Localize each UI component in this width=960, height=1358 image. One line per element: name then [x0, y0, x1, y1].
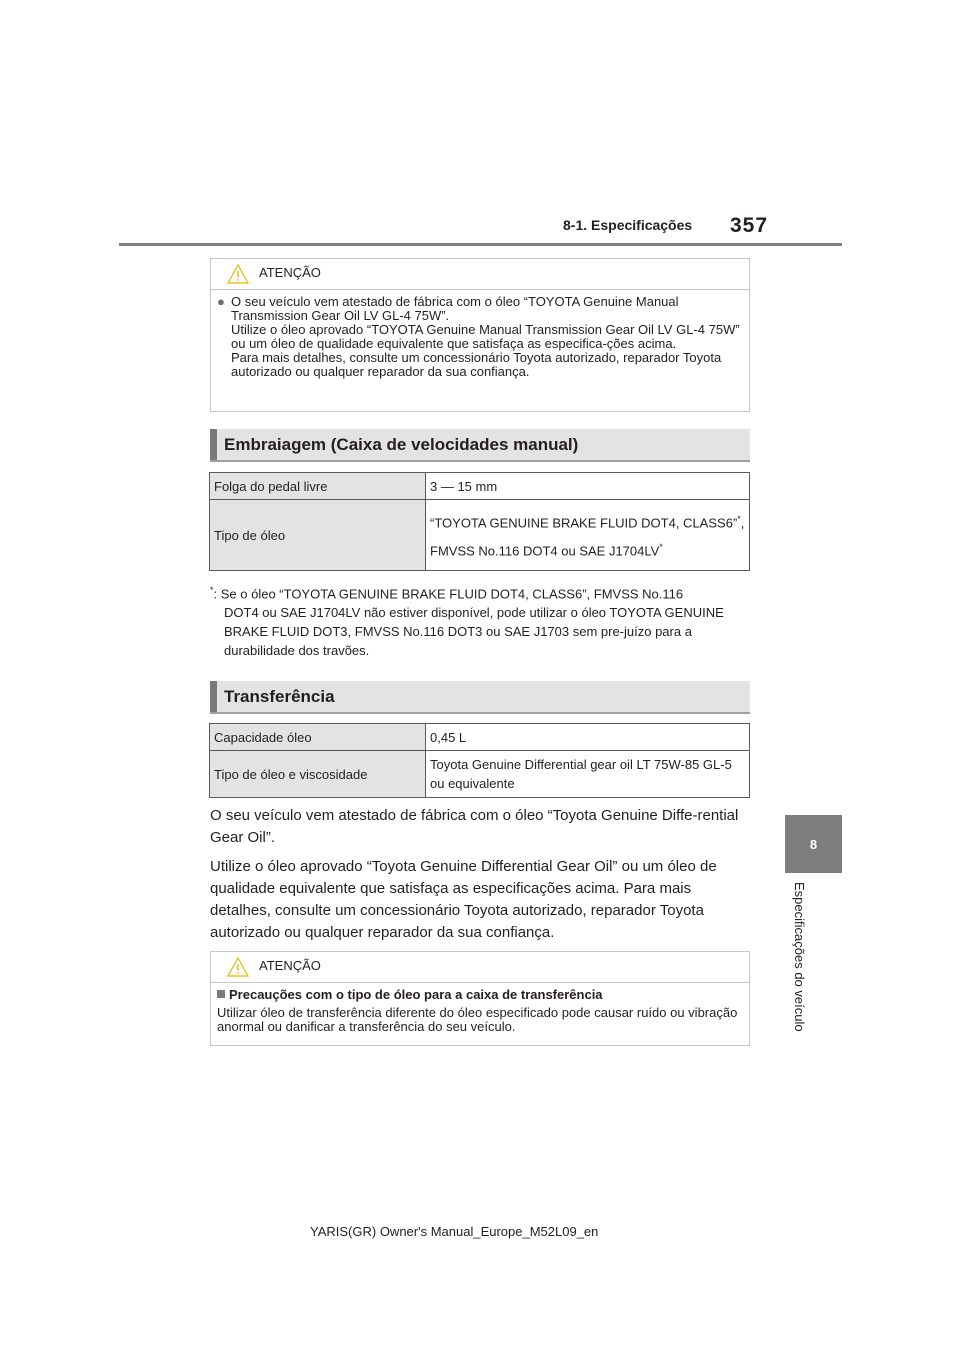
- caution-body: [211, 290, 749, 387]
- footnote-mark: *: [210, 585, 214, 595]
- footnote-ref: *: [737, 513, 741, 524]
- chapter-tab[interactable]: [785, 815, 842, 873]
- caution-header: [211, 952, 749, 983]
- oil-type-part-b: , FMVSS No.116 DOT4 ou SAE J1704LV: [430, 515, 745, 559]
- table-key: Tipo de óleo: [210, 500, 426, 571]
- table-value: 0,45 L: [426, 724, 750, 751]
- chapter-title: Especificações do veículo: [792, 882, 807, 1032]
- section-heading-clutch: [210, 429, 750, 462]
- caution-box-transfer: [210, 951, 750, 1046]
- caution-text: Utilizar óleo de transferência diferente do óleo especificado pode causar ruído ou vibração anormal ou danificar a transferência do seu veículo.: [217, 1005, 738, 1034]
- table-value: [426, 500, 750, 571]
- paragraph: Utilize o óleo aprovado “Toyota Genuine Differential Gear Oil” ou um óleo de qualidade equivalente que satisfaça as especificações acima. Para mais detalhes, consulte um concessionário Toyota autorizado, reparador Toyota autorizado ou qualquer reparador da sua confiança.: [210, 858, 717, 941]
- transfer-spec-table: [209, 723, 750, 798]
- caution-title: ATENÇÃO: [259, 265, 321, 280]
- table-value: 3 — 15 mm: [426, 473, 750, 500]
- header-divider: [119, 243, 842, 246]
- table-row: [210, 751, 750, 798]
- caution-text-3: Para mais detalhes, consulte um concessionário Toyota autorizado, reparador Toyota autorizado ou qualquer reparador da sua confiança.: [231, 350, 722, 379]
- caution-title: ATENÇÃO: [259, 958, 321, 973]
- table-row: [210, 724, 750, 751]
- warning-triangle-icon: [227, 957, 249, 977]
- bullet-icon: ●: [217, 294, 225, 309]
- section-heading-bar: [210, 429, 217, 460]
- section-label: 8-1. Especificações: [563, 217, 693, 233]
- page-number: 357: [730, 214, 769, 237]
- footer-text: YARIS(GR) Owner's Manual_Europe_M52L09_en: [310, 1224, 599, 1239]
- square-bullet-icon: [217, 990, 225, 998]
- caution-text-1: O seu veículo vem atestado de fábrica com o óleo “TOYOTA Genuine Manual Transmission Gear Oil LV GL-4 75W”.: [231, 294, 679, 323]
- table-key: Folga do pedal livre: [210, 473, 426, 500]
- warning-triangle-icon: [227, 264, 249, 284]
- footnote-ref: *: [659, 542, 663, 552]
- section-heading-text: Embraiagem (Caixa de velocidades manual): [224, 435, 579, 454]
- footnote: [210, 581, 750, 660]
- oil-type-part-a: “TOYOTA GENUINE BRAKE FLUID DOT4, CLASS6”: [430, 515, 738, 530]
- section-heading-transfer: [210, 681, 750, 714]
- section-heading-bar: [210, 681, 217, 712]
- clutch-spec-table: [209, 472, 750, 571]
- chapter-number: 8: [809, 836, 818, 852]
- table-row: [210, 500, 750, 571]
- caution-text-2: Utilize o óleo aprovado “TOYOTA Genuine Manual Transmission Gear Oil LV GL-4 75W” ou um óleo de qualidade equivalente que satisfaça as especifica-ções acima.: [231, 322, 740, 351]
- caution-header: [211, 259, 749, 290]
- footnote-line1: : Se o óleo “TOYOTA GENUINE BRAKE FLUID DOT4, CLASS6”, FMVSS No.116: [213, 586, 684, 602]
- caution-body: [211, 983, 749, 1042]
- section-heading-text: Transferência: [224, 687, 335, 706]
- table-key: Tipo de óleo e viscosidade: [210, 751, 426, 798]
- table-key: Capacidade óleo: [210, 724, 426, 751]
- footnote-rest: DOT4 ou SAE J1704LV não estiver disponível, pode utilizar o óleo TOYOTA GENUINE BRAKE FLUID DOT3, FMVSS No.116 DOT3 ou SAE J1703 sem pre-juízo para a durabilidade dos travões.: [224, 605, 724, 659]
- caution-subheading: Precauções com o tipo de óleo para a caixa de transferência: [229, 987, 603, 1002]
- table-value: Toyota Genuine Differential gear oil LT 75W-85 GL-5 ou equivalente: [426, 751, 750, 798]
- table-row: [210, 473, 750, 500]
- paragraph: O seu veículo vem atestado de fábrica com o óleo “Toyota Genuine Diffe-rential Gear Oil”.: [210, 807, 739, 846]
- caution-box-manual-transmission: [210, 258, 750, 412]
- body-text: [210, 805, 750, 951]
